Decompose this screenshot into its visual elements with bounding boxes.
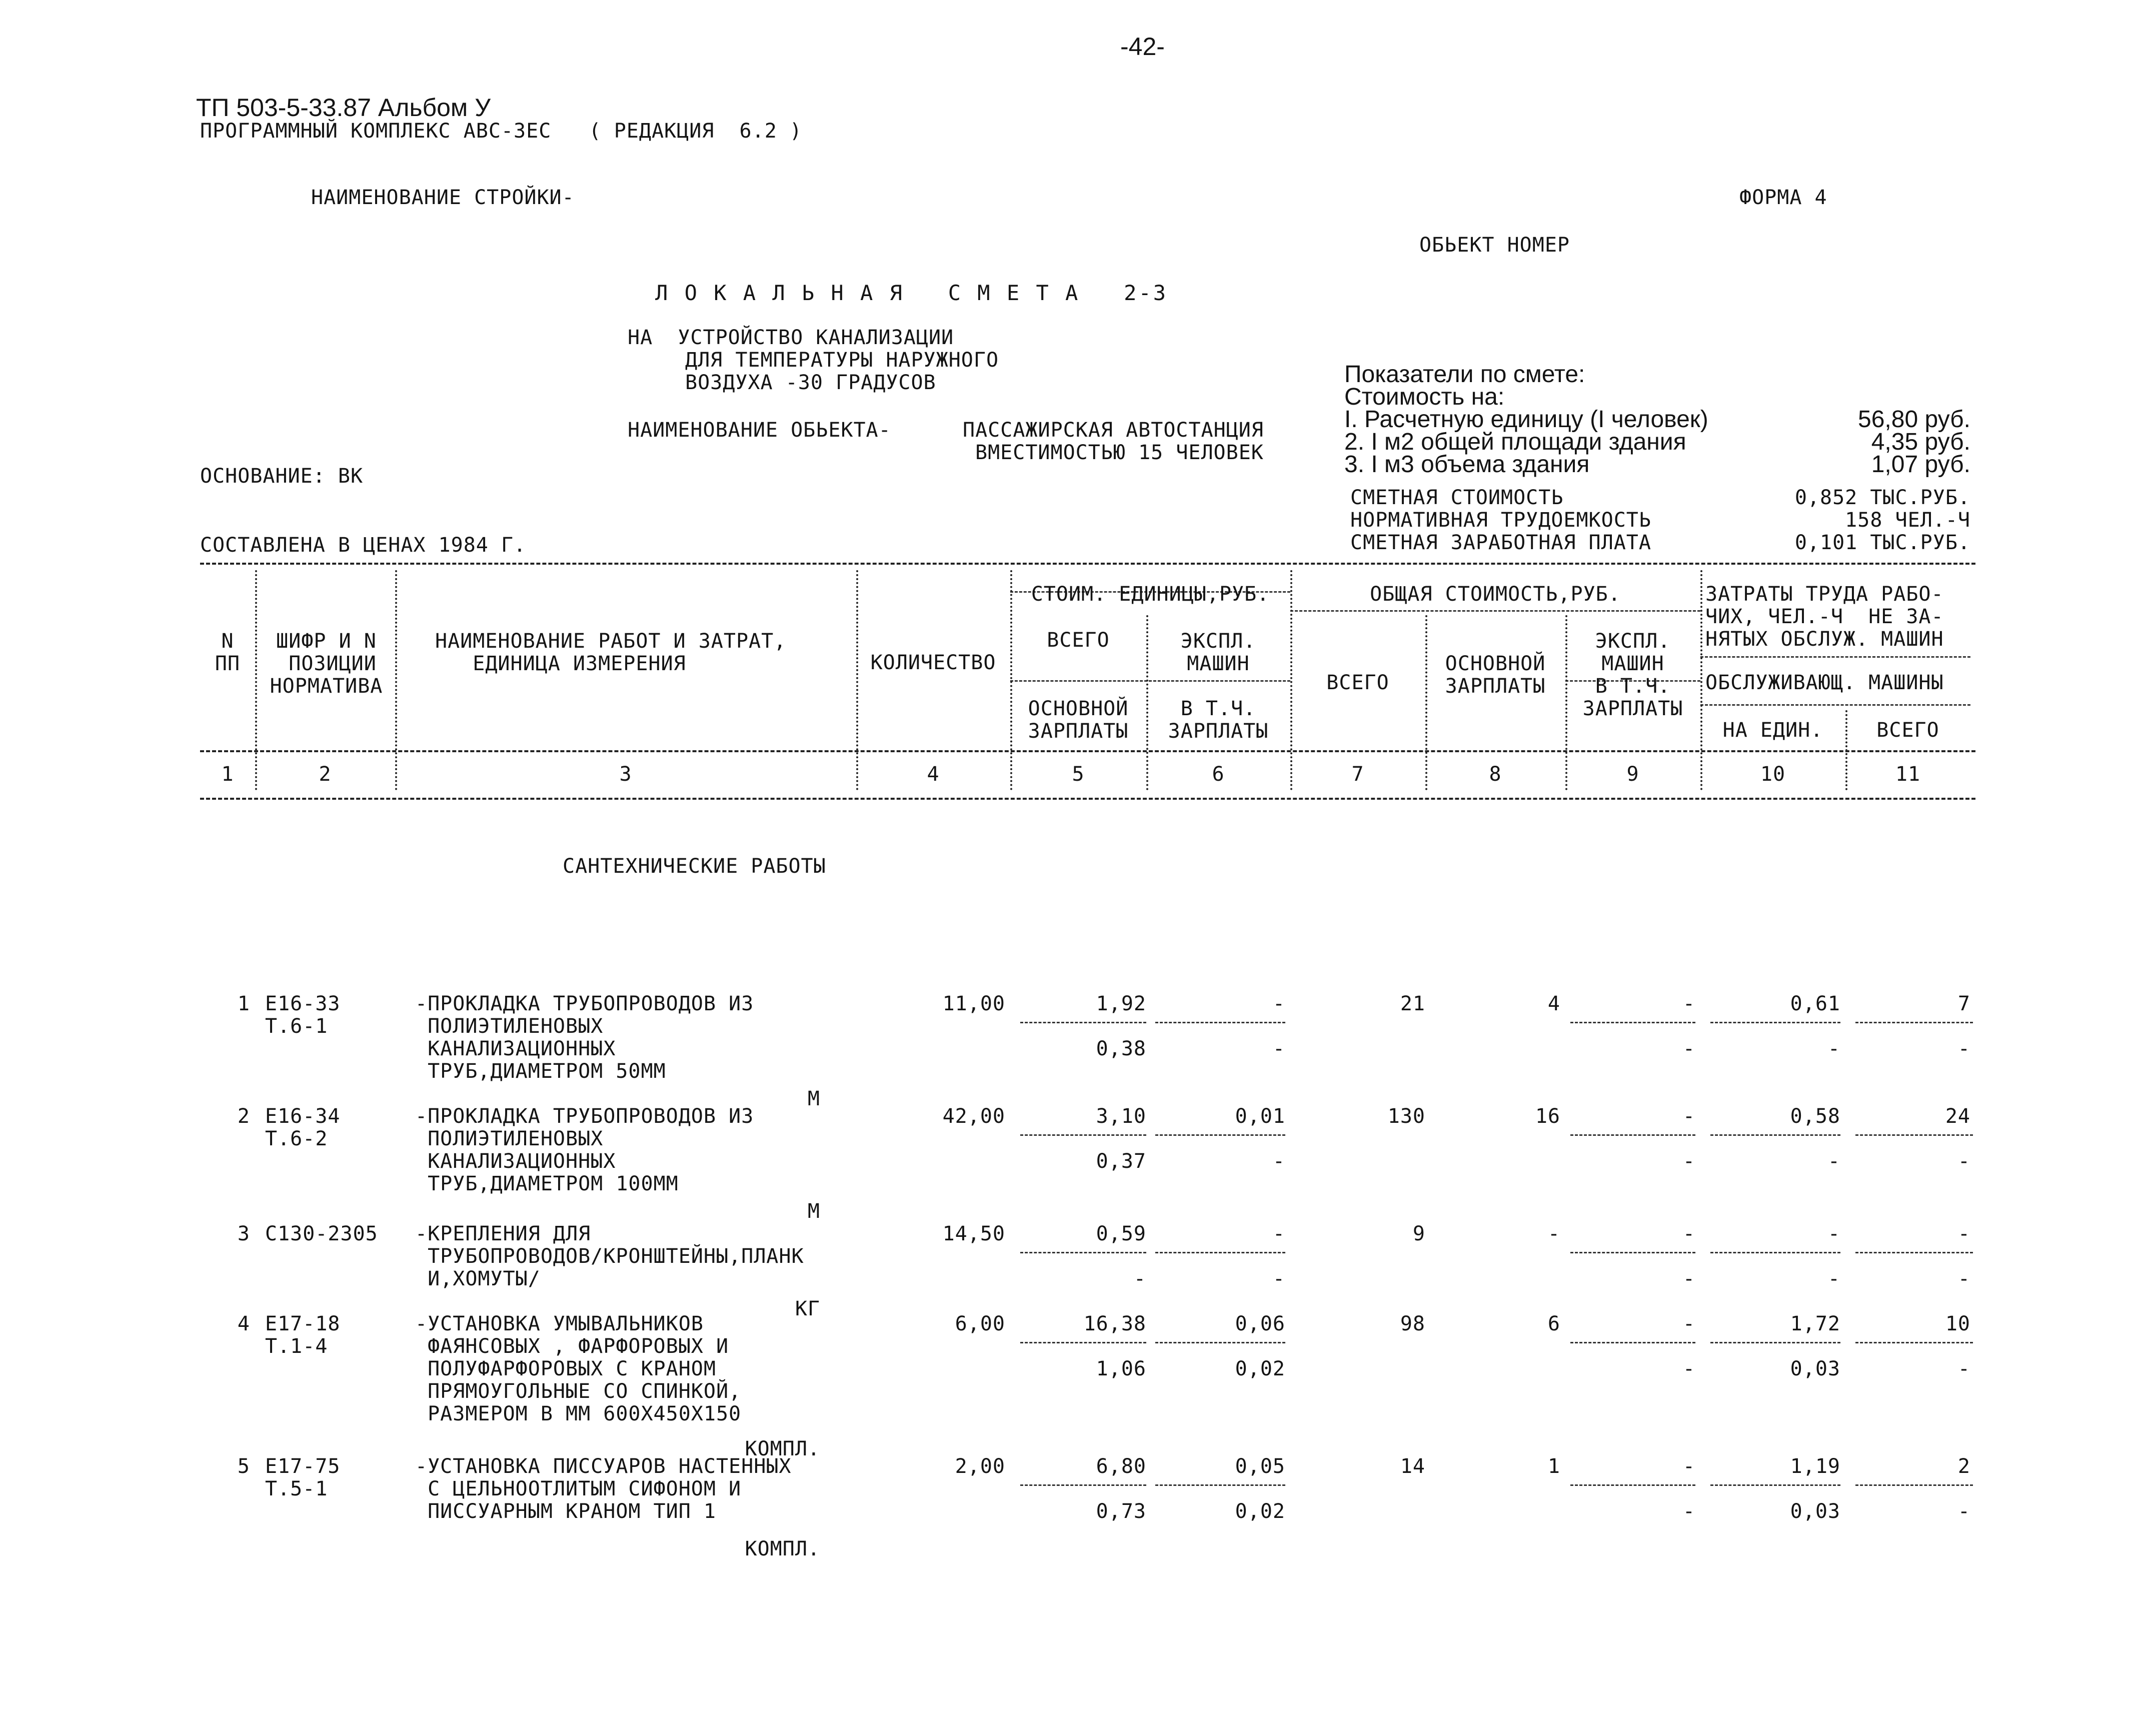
page-number: -42- — [1120, 33, 1165, 61]
row-labor-per-unit: 0,61 — [1790, 992, 1840, 1015]
column-header-unit-machine-wages: В Т.Ч. ЗАРПЛАТЫ — [1168, 697, 1269, 743]
column-group-labor-line3: НЯТЫХ ОБСЛУЖ. МАШИН — [1705, 628, 1944, 651]
column-header-name: НАИМЕНОВАНИЕ РАБОТ И ЗАТРАТ, ЕДИНИЦА ИЗМЕРЕНИЯ — [435, 630, 787, 675]
estimate-subject-line2: ДЛЯ ТЕМПЕРАТУРЫ НАРУЖНОГО — [685, 349, 999, 372]
header-sub-rule — [1700, 656, 1970, 658]
row-quantity: 2,00 — [955, 1455, 1005, 1478]
row-unit: КГ — [795, 1297, 820, 1320]
column-group-unit-cost: СТОИМ. ЕДИНИЦЫ,РУБ. — [1031, 583, 1270, 606]
object-label: НАИМЕНОВАНИЕ ОБЬЕКТА- — [628, 419, 891, 442]
column-header-code: ШИФР И N ПОЗИЦИИ НОРМАТИВА — [270, 630, 383, 698]
row-machines: - — [1682, 992, 1695, 1015]
indicators-subtitle: Стоимость на: — [1344, 384, 1505, 410]
total-label: СМЕТНАЯ СТОИМОСТЬ — [1350, 486, 1564, 509]
row-labor-per-unit: 1,19 — [1790, 1455, 1840, 1478]
column-number: 9 — [1626, 763, 1639, 786]
row-labor-total: - — [1957, 1222, 1970, 1245]
cell-divider-rule — [1155, 1022, 1285, 1023]
cell-divider-rule — [1855, 1342, 1973, 1343]
row-name: -ПРОКЛАДКА ТРУБОПРОВОДОВ ИЗ ПОЛИЭТИЛЕНОВЫХ КАНАЛИЗАЦИОННЫХ ТРУБ,ДИАМЕТРОМ 100ММ — [415, 1105, 754, 1195]
row-machine-wages: - — [1682, 1500, 1695, 1523]
total-label: НОРМАТИВНАЯ ТРУДОЕМКОСТЬ — [1350, 509, 1651, 532]
row-machine-wages: - — [1682, 1037, 1695, 1060]
cell-divider-rule — [1155, 1342, 1285, 1343]
row-name: -ПРОКЛАДКА ТРУБОПРОВОДОВ ИЗ ПОЛИЭТИЛЕНОВЫХ КАНАЛИЗАЦИОННЫХ ТРУБ,ДИАМЕТРОМ 50ММ — [415, 992, 754, 1083]
column-number: 10 — [1760, 763, 1786, 786]
estimate-subject-line3: ВОЗДУХА -30 ГРАДУСОВ — [685, 371, 936, 394]
row-base-wages: 4 — [1547, 992, 1560, 1015]
row-base-wages: 16 — [1535, 1105, 1560, 1128]
cell-divider-rule — [1855, 1022, 1973, 1023]
document-code: ТП 503-5-33.87 Альбом У — [196, 94, 491, 122]
estimate-subject-line1: НА УСТРОЙСТВО КАНАЛИЗАЦИИ — [628, 326, 954, 349]
row-machines: - — [1682, 1455, 1695, 1478]
row-labor-per-unit-machines: - — [1827, 1150, 1840, 1173]
column-number: 7 — [1351, 763, 1364, 786]
row-unit-base-wages: 1,06 — [1096, 1357, 1146, 1380]
header-sub-rule — [1290, 610, 1700, 612]
row-total: 9 — [1412, 1222, 1425, 1245]
row-labor-per-unit: 1,72 — [1790, 1312, 1840, 1335]
row-unit-machines: 0,06 — [1235, 1312, 1285, 1335]
row-code: Е16-33 Т.6-1 — [265, 992, 341, 1038]
column-number: 5 — [1072, 763, 1085, 786]
cell-divider-rule — [1570, 1022, 1695, 1023]
row-unit: КОМПЛ. — [745, 1437, 820, 1460]
row-labor-total-machines: - — [1957, 1267, 1970, 1290]
row-code: Е17-75 Т.5-1 — [265, 1455, 341, 1500]
row-machine-wages: - — [1682, 1267, 1695, 1290]
column-separator — [395, 570, 397, 790]
total-value: 0,101 ТЫС.РУБ. — [1794, 531, 1970, 554]
cell-divider-rule — [1020, 1134, 1146, 1136]
row-number: 1 — [237, 992, 250, 1015]
row-number: 5 — [237, 1455, 250, 1478]
row-unit-machine-wages: 0,02 — [1235, 1357, 1285, 1380]
column-number: 11 — [1895, 763, 1921, 786]
row-base-wages: 1 — [1547, 1455, 1560, 1478]
row-labor-total: 10 — [1945, 1312, 1970, 1335]
cell-divider-rule — [1020, 1484, 1146, 1486]
header-sub-rule — [1010, 680, 1290, 682]
cell-divider-rule — [1855, 1484, 1973, 1486]
column-group-labor-line2: ЧИХ, ЧЕЛ.-Ч НЕ ЗА- — [1705, 605, 1944, 628]
cell-divider-rule — [1020, 1252, 1146, 1253]
header-sub-rule — [1700, 704, 1970, 706]
software-line: ПРОГРАММНЫЙ КОМПЛЕКС АВС-3ЕС ( РЕДАКЦИЯ 6.2 ) — [200, 120, 802, 143]
row-quantity: 6,00 — [955, 1312, 1005, 1335]
row-unit-base-wages: 0,37 — [1096, 1150, 1146, 1173]
row-labor-per-unit-machines: - — [1827, 1037, 1840, 1060]
total-value: 0,852 ТЫС.РУБ. — [1794, 486, 1970, 509]
row-machines: - — [1682, 1312, 1695, 1335]
row-unit: КОМПЛ. — [745, 1537, 820, 1560]
indicator-label: 3. I м3 объема здания — [1344, 451, 1590, 478]
column-group-labor-line4: ОБСЛУЖИВАЮЩ. МАШИНЫ — [1705, 671, 1944, 694]
indicators-title: Показатели по смете: — [1344, 361, 1585, 388]
column-header-base-wages: ОСНОВНОЙ ЗАРПЛАТЫ — [1445, 652, 1546, 698]
cell-divider-rule — [1570, 1342, 1695, 1343]
column-separator — [856, 570, 858, 790]
cell-divider-rule — [1570, 1252, 1695, 1253]
row-unit-total: 16,38 — [1083, 1312, 1146, 1335]
row-unit-total: 3,10 — [1096, 1105, 1146, 1128]
cell-divider-rule — [1855, 1252, 1973, 1253]
indicator-value: 1,07 руб. — [1871, 451, 1970, 478]
row-total: 21 — [1400, 992, 1425, 1015]
row-unit-machines: - — [1272, 1222, 1285, 1245]
row-labor-total: 24 — [1945, 1105, 1970, 1128]
row-code: Е16-34 Т.6-2 — [265, 1105, 341, 1150]
row-total: 130 — [1387, 1105, 1425, 1128]
total-value: 158 ЧЕЛ.-Ч — [1845, 509, 1970, 532]
indicator-label: 2. I м2 общей площади здания — [1344, 429, 1686, 455]
indicator-label: I. Расчетную единицу (I человек) — [1344, 406, 1708, 433]
row-unit-total: 0,59 — [1096, 1222, 1146, 1245]
row-unit: М — [807, 1087, 820, 1110]
column-header-n: N ПП — [215, 630, 241, 675]
row-quantity: 11,00 — [942, 992, 1005, 1015]
row-base-wages: - — [1547, 1222, 1560, 1245]
table-top-rule — [200, 563, 1975, 565]
row-unit-machine-wages: - — [1272, 1150, 1285, 1173]
indicator-value: 4,35 руб. — [1871, 429, 1970, 455]
row-code: Е17-18 Т.1-4 — [265, 1312, 341, 1358]
column-header-machines: ЭКСПЛ. МАШИН В Т.Ч. ЗАРПЛАТЫ — [1582, 630, 1683, 720]
row-unit-total: 1,92 — [1096, 992, 1146, 1015]
row-name: -КРЕПЛЕНИЯ ДЛЯ ТРУБОПРОВОДОВ/КРОНШТЕЙНЫ,ПЛАНК И,ХОМУТЫ/ — [415, 1222, 804, 1290]
row-total: 98 — [1400, 1312, 1425, 1335]
prices-year: СОСТАВЛЕНА В ЦЕНАХ 1984 Г. — [200, 534, 527, 557]
cell-divider-rule — [1710, 1252, 1840, 1253]
row-unit-machine-wages: - — [1272, 1037, 1285, 1060]
object-name-line1: ПАССАЖИРСКАЯ АВТОСТАНЦИЯ — [963, 419, 1264, 442]
column-header-unit-base-wages: ОСНОВНОЙ ЗАРПЛАТЫ — [1028, 697, 1129, 743]
header-bottom-rule — [200, 750, 1975, 752]
row-labor-total: 7 — [1957, 992, 1970, 1015]
column-group-total-cost: ОБЩАЯ СТОИМОСТЬ,РУБ. — [1370, 583, 1621, 606]
row-base-wages: 6 — [1547, 1312, 1560, 1335]
column-number: 3 — [619, 763, 632, 786]
cell-divider-rule — [1710, 1342, 1840, 1343]
basis: ОСНОВАНИЕ: ВК — [200, 465, 364, 488]
row-number: 3 — [237, 1222, 250, 1245]
row-number: 4 — [237, 1312, 250, 1335]
column-header-quantity: КОЛИЧЕСТВО — [870, 651, 996, 674]
row-unit-base-wages: 0,38 — [1096, 1037, 1146, 1060]
cell-divider-rule — [1710, 1484, 1840, 1486]
column-header-total: ВСЕГО — [1326, 671, 1389, 694]
cell-divider-rule — [1155, 1484, 1285, 1486]
row-unit-machines: 0,01 — [1235, 1105, 1285, 1128]
cell-divider-rule — [1155, 1252, 1285, 1253]
row-unit: М — [807, 1200, 820, 1223]
column-group-labor-line1: ЗАТРАТЫ ТРУДА РАБО- — [1705, 583, 1944, 606]
row-labor-total-machines: - — [1957, 1357, 1970, 1380]
row-unit-machines: 0,05 — [1235, 1455, 1285, 1478]
cell-divider-rule — [1020, 1022, 1146, 1023]
cell-divider-rule — [1710, 1022, 1840, 1023]
total-label: СМЕТНАЯ ЗАРАБОТНАЯ ПЛАТА — [1350, 531, 1651, 554]
row-labor-per-unit: 0,58 — [1790, 1105, 1840, 1128]
row-machines: - — [1682, 1105, 1695, 1128]
column-number: 1 — [221, 763, 234, 786]
column-header-unit-total: ВСЕГО — [1047, 629, 1110, 652]
row-unit-base-wages: 0,73 — [1096, 1500, 1146, 1523]
row-labor-total-machines: - — [1957, 1500, 1970, 1523]
row-unit-machines: - — [1272, 992, 1285, 1015]
row-labor-total: 2 — [1957, 1455, 1970, 1478]
column-separator — [1700, 570, 1702, 790]
row-name: -УСТАНОВКА УМЫВАЛЬНИКОВ ФАЯНСОВЫХ , ФАРФОРОВЫХ И ПОЛУФАРФОРОВЫХ С КРАНОМ ПРЯМОУГОЛЬНЫЕ СО СПИНКОЙ, РАЗМЕРОМ В ММ 600Х450Х150 — [415, 1312, 742, 1425]
column-separator — [255, 570, 257, 790]
row-code: С130-2305 — [265, 1222, 378, 1245]
row-unit-machine-wages: - — [1272, 1267, 1285, 1290]
column-number: 6 — [1212, 763, 1225, 786]
row-unit-machine-wages: 0,02 — [1235, 1500, 1285, 1523]
row-machine-wages: - — [1682, 1357, 1695, 1380]
numbers-bottom-rule — [200, 798, 1975, 800]
row-number: 2 — [237, 1105, 250, 1128]
column-number: 4 — [927, 763, 940, 786]
construction-label: НАИМЕНОВАНИЕ СТРОЙКИ- — [311, 186, 575, 209]
row-machines: - — [1682, 1222, 1695, 1245]
row-labor-total-machines: - — [1957, 1037, 1970, 1060]
cell-divider-rule — [1570, 1484, 1695, 1486]
column-number: 2 — [319, 763, 332, 786]
row-labor-total-machines: - — [1957, 1150, 1970, 1173]
cell-divider-rule — [1155, 1134, 1285, 1136]
form-label: ФОРМА 4 — [1739, 186, 1827, 209]
row-unit-total: 6,80 — [1096, 1455, 1146, 1478]
row-labor-per-unit: - — [1827, 1222, 1840, 1245]
row-machine-wages: - — [1682, 1150, 1695, 1173]
row-labor-per-unit-machines: - — [1827, 1267, 1840, 1290]
column-header-unit-machines: ЭКСПЛ. МАШИН — [1180, 630, 1256, 675]
object-number-label: ОБЬЕКТ НОМЕР — [1419, 234, 1570, 257]
row-quantity: 14,50 — [942, 1222, 1005, 1245]
cell-divider-rule — [1020, 1342, 1146, 1343]
cell-divider-rule — [1710, 1134, 1840, 1136]
row-labor-per-unit-machines: 0,03 — [1790, 1357, 1840, 1380]
object-name-line2: ВМЕСТИМОСТЬЮ 15 ЧЕЛОВЕК — [975, 441, 1264, 464]
indicator-value: 56,80 руб. — [1858, 406, 1970, 433]
cell-divider-rule — [1855, 1134, 1973, 1136]
row-name: -УСТАНОВКА ПИССУАРОВ НАСТЕННЫХ С ЦЕЛЬНООТЛИТЫМ СИФОНОМ И ПИССУАРНЫМ КРАНОМ ТИП 1 — [415, 1455, 792, 1523]
row-unit-base-wages: - — [1133, 1267, 1146, 1290]
column-number: 8 — [1489, 763, 1502, 786]
section-title: САНТЕХНИЧЕСКИЕ РАБОТЫ — [563, 855, 826, 878]
estimate-title: Л О К А Л Ь Н А Я С М Е Т А 2-3 — [655, 281, 1168, 305]
column-header-labor-total: ВСЕГО — [1876, 719, 1939, 742]
row-quantity: 42,00 — [942, 1105, 1005, 1128]
row-labor-per-unit-machines: 0,03 — [1790, 1500, 1840, 1523]
column-header-labor-per-unit: НА ЕДИН. — [1722, 719, 1823, 742]
cell-divider-rule — [1570, 1134, 1695, 1136]
row-total: 14 — [1400, 1455, 1425, 1478]
